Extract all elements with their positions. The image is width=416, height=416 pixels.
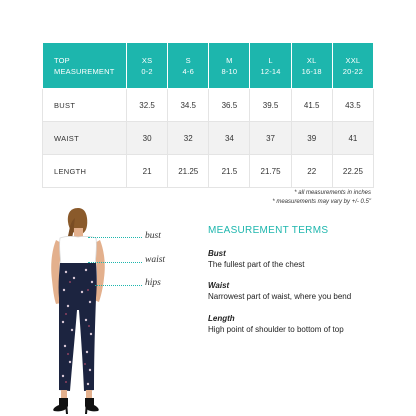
header-top-measurement: TOP MEASUREMENT [43, 43, 127, 89]
term-length-desc: High point of shoulder to bottom of top [208, 325, 344, 334]
measurement-units-note: * all measurements in inches [294, 190, 371, 196]
table-cell: 43.5 [332, 89, 373, 122]
hips-measure-line [95, 285, 142, 286]
header-size-l: L 12-14 [250, 43, 291, 89]
table-cell: 21.5 [209, 155, 250, 188]
table-cell: 41 [332, 122, 373, 155]
table-row-bust [43, 89, 374, 122]
table-cell: 22.25 [332, 155, 373, 188]
term-bust-desc: The fullest part of the chest [208, 260, 305, 269]
table-cell: 21.75 [250, 155, 291, 188]
table-header-row [43, 43, 374, 89]
table-row-waist [43, 122, 374, 155]
row-label: WAIST [43, 122, 127, 155]
term-bust-name: Bust [208, 249, 226, 258]
term-waist-name: Waist [208, 281, 230, 290]
waist-measure-line [88, 262, 142, 263]
size-chart-table [42, 42, 374, 188]
table-row-length [43, 155, 374, 188]
model-tank-top [60, 236, 97, 264]
row-label: LENGTH [43, 155, 127, 188]
table-cell: 32.5 [127, 89, 168, 122]
table-cell: 39.5 [250, 89, 291, 122]
term-length-name: Length [208, 314, 235, 323]
waist-label: waist [145, 255, 166, 265]
table-cell: 32 [168, 122, 209, 155]
table-cell: 39 [291, 122, 332, 155]
measurement-terms-title: MEASUREMENT TERMS [208, 225, 329, 236]
bust-label: bust [145, 231, 161, 241]
hips-label: hips [145, 278, 161, 288]
table-cell: 22 [291, 155, 332, 188]
table-cell: 21 [127, 155, 168, 188]
header-size-xl: XL 16-18 [291, 43, 332, 89]
row-label: BUST [43, 89, 127, 122]
measurement-variance-note: * measurements may vary by +/- 0.5" [272, 199, 371, 205]
table-cell: 34 [209, 122, 250, 155]
term-waist-desc: Narrowest part of waist, where you bend [208, 292, 352, 301]
table-cell: 37 [250, 122, 291, 155]
header-size-xxl: XXL 20-22 [332, 43, 373, 89]
header-size-xs: XS 0-2 [127, 43, 168, 89]
table-cell: 30 [127, 122, 168, 155]
table-cell: 36.5 [209, 89, 250, 122]
header-size-s: S 4-6 [168, 43, 209, 89]
table-cell: 34.5 [168, 89, 209, 122]
header-size-m: M 8-10 [209, 43, 250, 89]
table-cell: 41.5 [291, 89, 332, 122]
table-cell: 21.25 [168, 155, 209, 188]
bust-measure-line [88, 237, 142, 238]
